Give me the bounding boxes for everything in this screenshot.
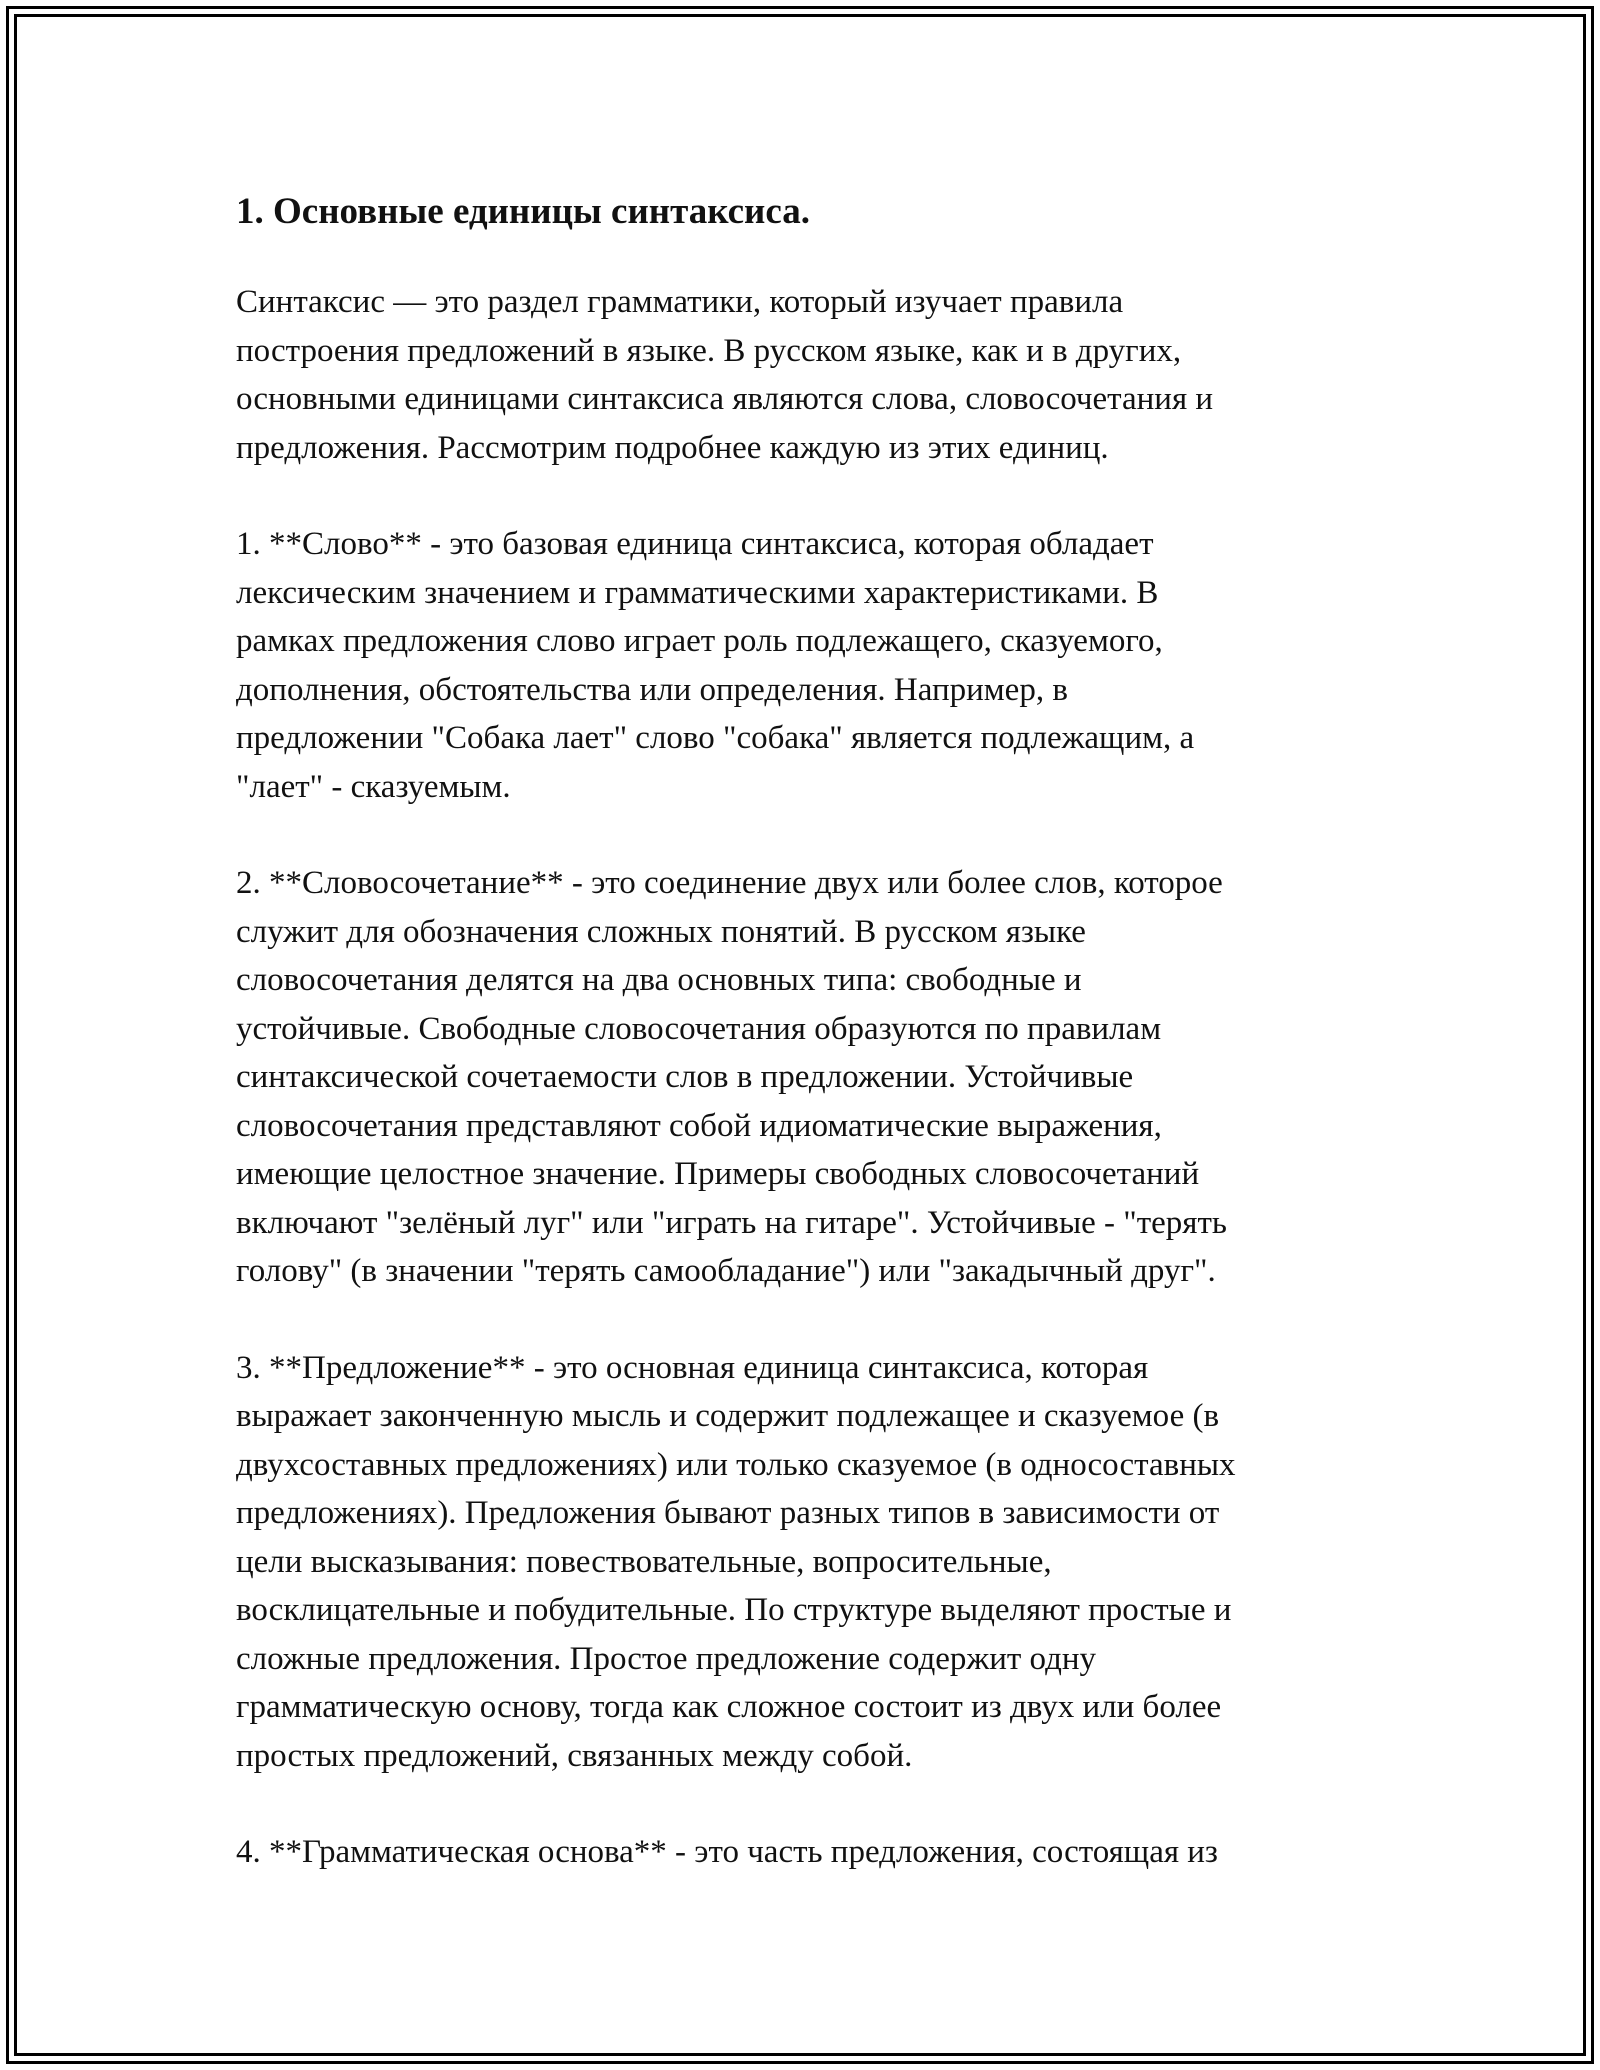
text-line: устойчивые. Свободные словосочетания образуются по правилам: [236, 1010, 1162, 1047]
text-line: выражает законченную мысль и содержит подлежащее и сказуемое (в: [236, 1398, 1220, 1434]
text-line: построения предложений в языке. В русском языке, как и в других,: [236, 332, 1182, 369]
text-line: простых предложений, связанных между собой.: [236, 1737, 913, 1774]
text-line: имеющие целостное значение. Примеры свободных словосочетаний: [236, 1156, 1200, 1192]
paragraph-intro: [236, 278, 1366, 472]
paragraph-sentence: [236, 1344, 1366, 1781]
text-line: предложения. Рассмотрим подробнее каждую из этих единиц.: [236, 429, 1109, 466]
text-line: "лает" - сказуемым.: [236, 768, 511, 805]
text-line: восклицательные и побудительные. По структуре выделяют простые и: [236, 1592, 1232, 1628]
text-line: словосочетания делятся на два основных типа: свободные и: [236, 962, 1082, 998]
text-line: дополнения, обстоятельства или определения. Например, в: [236, 671, 1068, 708]
text-line: голову" (в значении "терять самообладание") или "закадычный друг".: [236, 1253, 1216, 1289]
page-title: 1. Основные единицы синтаксиса.: [236, 191, 810, 232]
text-line: синтаксической сочетаемости слов в предложении. Устойчивые: [236, 1059, 1134, 1095]
text-line: включают "зелёный луг" или "играть на гитаре". Устойчивые - "терять: [236, 1204, 1227, 1241]
text-line: цели высказывания: повествовательные, вопросительные,: [236, 1543, 1052, 1580]
text-line: 1. **Слово** - это базовая единица синтаксиса, которая обладает: [236, 526, 1154, 562]
text-line: 3. **Предложение** - это основная единица синтаксиса, которая: [236, 1349, 1149, 1386]
text-line: предложениях). Предложения бывают разных типов в зависимости от: [236, 1495, 1220, 1531]
text-line: словосочетания представляют собой идиоматические выражения,: [236, 1107, 1162, 1144]
text-line: двухсоставных предложениях) или только сказуемое (в односоставных: [236, 1446, 1236, 1483]
text-line: 2. **Словосочетание** - это соединение двух или более слов, которое: [236, 865, 1223, 901]
text-line: грамматическую основу, тогда как сложное состоит из двух или более: [236, 1689, 1222, 1725]
document-body: [236, 188, 1366, 1925]
text-line: предложении "Собака лает" слово "собака" является подлежащим, а: [236, 720, 1195, 756]
paragraph-word: [236, 520, 1366, 811]
paragraph-phrase: [236, 859, 1366, 1296]
text-line: рамках предложения слово играет роль подлежащего, сказуемого,: [236, 623, 1163, 659]
text-line: лексическим значением и грамматическими характеристиками. В: [236, 574, 1159, 611]
text-line: 4. **Грамматическая основа** - это часть предложения, состоящая из: [236, 1834, 1218, 1870]
text-line: служит для обозначения сложных понятий. В русском языке: [236, 913, 1086, 950]
text-line: сложные предложения. Простое предложение содержит одну: [236, 1640, 1097, 1677]
text-line: основными единицами синтаксиса являются слова, словосочетания и: [236, 381, 1214, 417]
paragraph-grammatical-base: [236, 1828, 1366, 1877]
text-line: Синтаксис — это раздел грамматики, который изучает правила: [236, 284, 1124, 320]
